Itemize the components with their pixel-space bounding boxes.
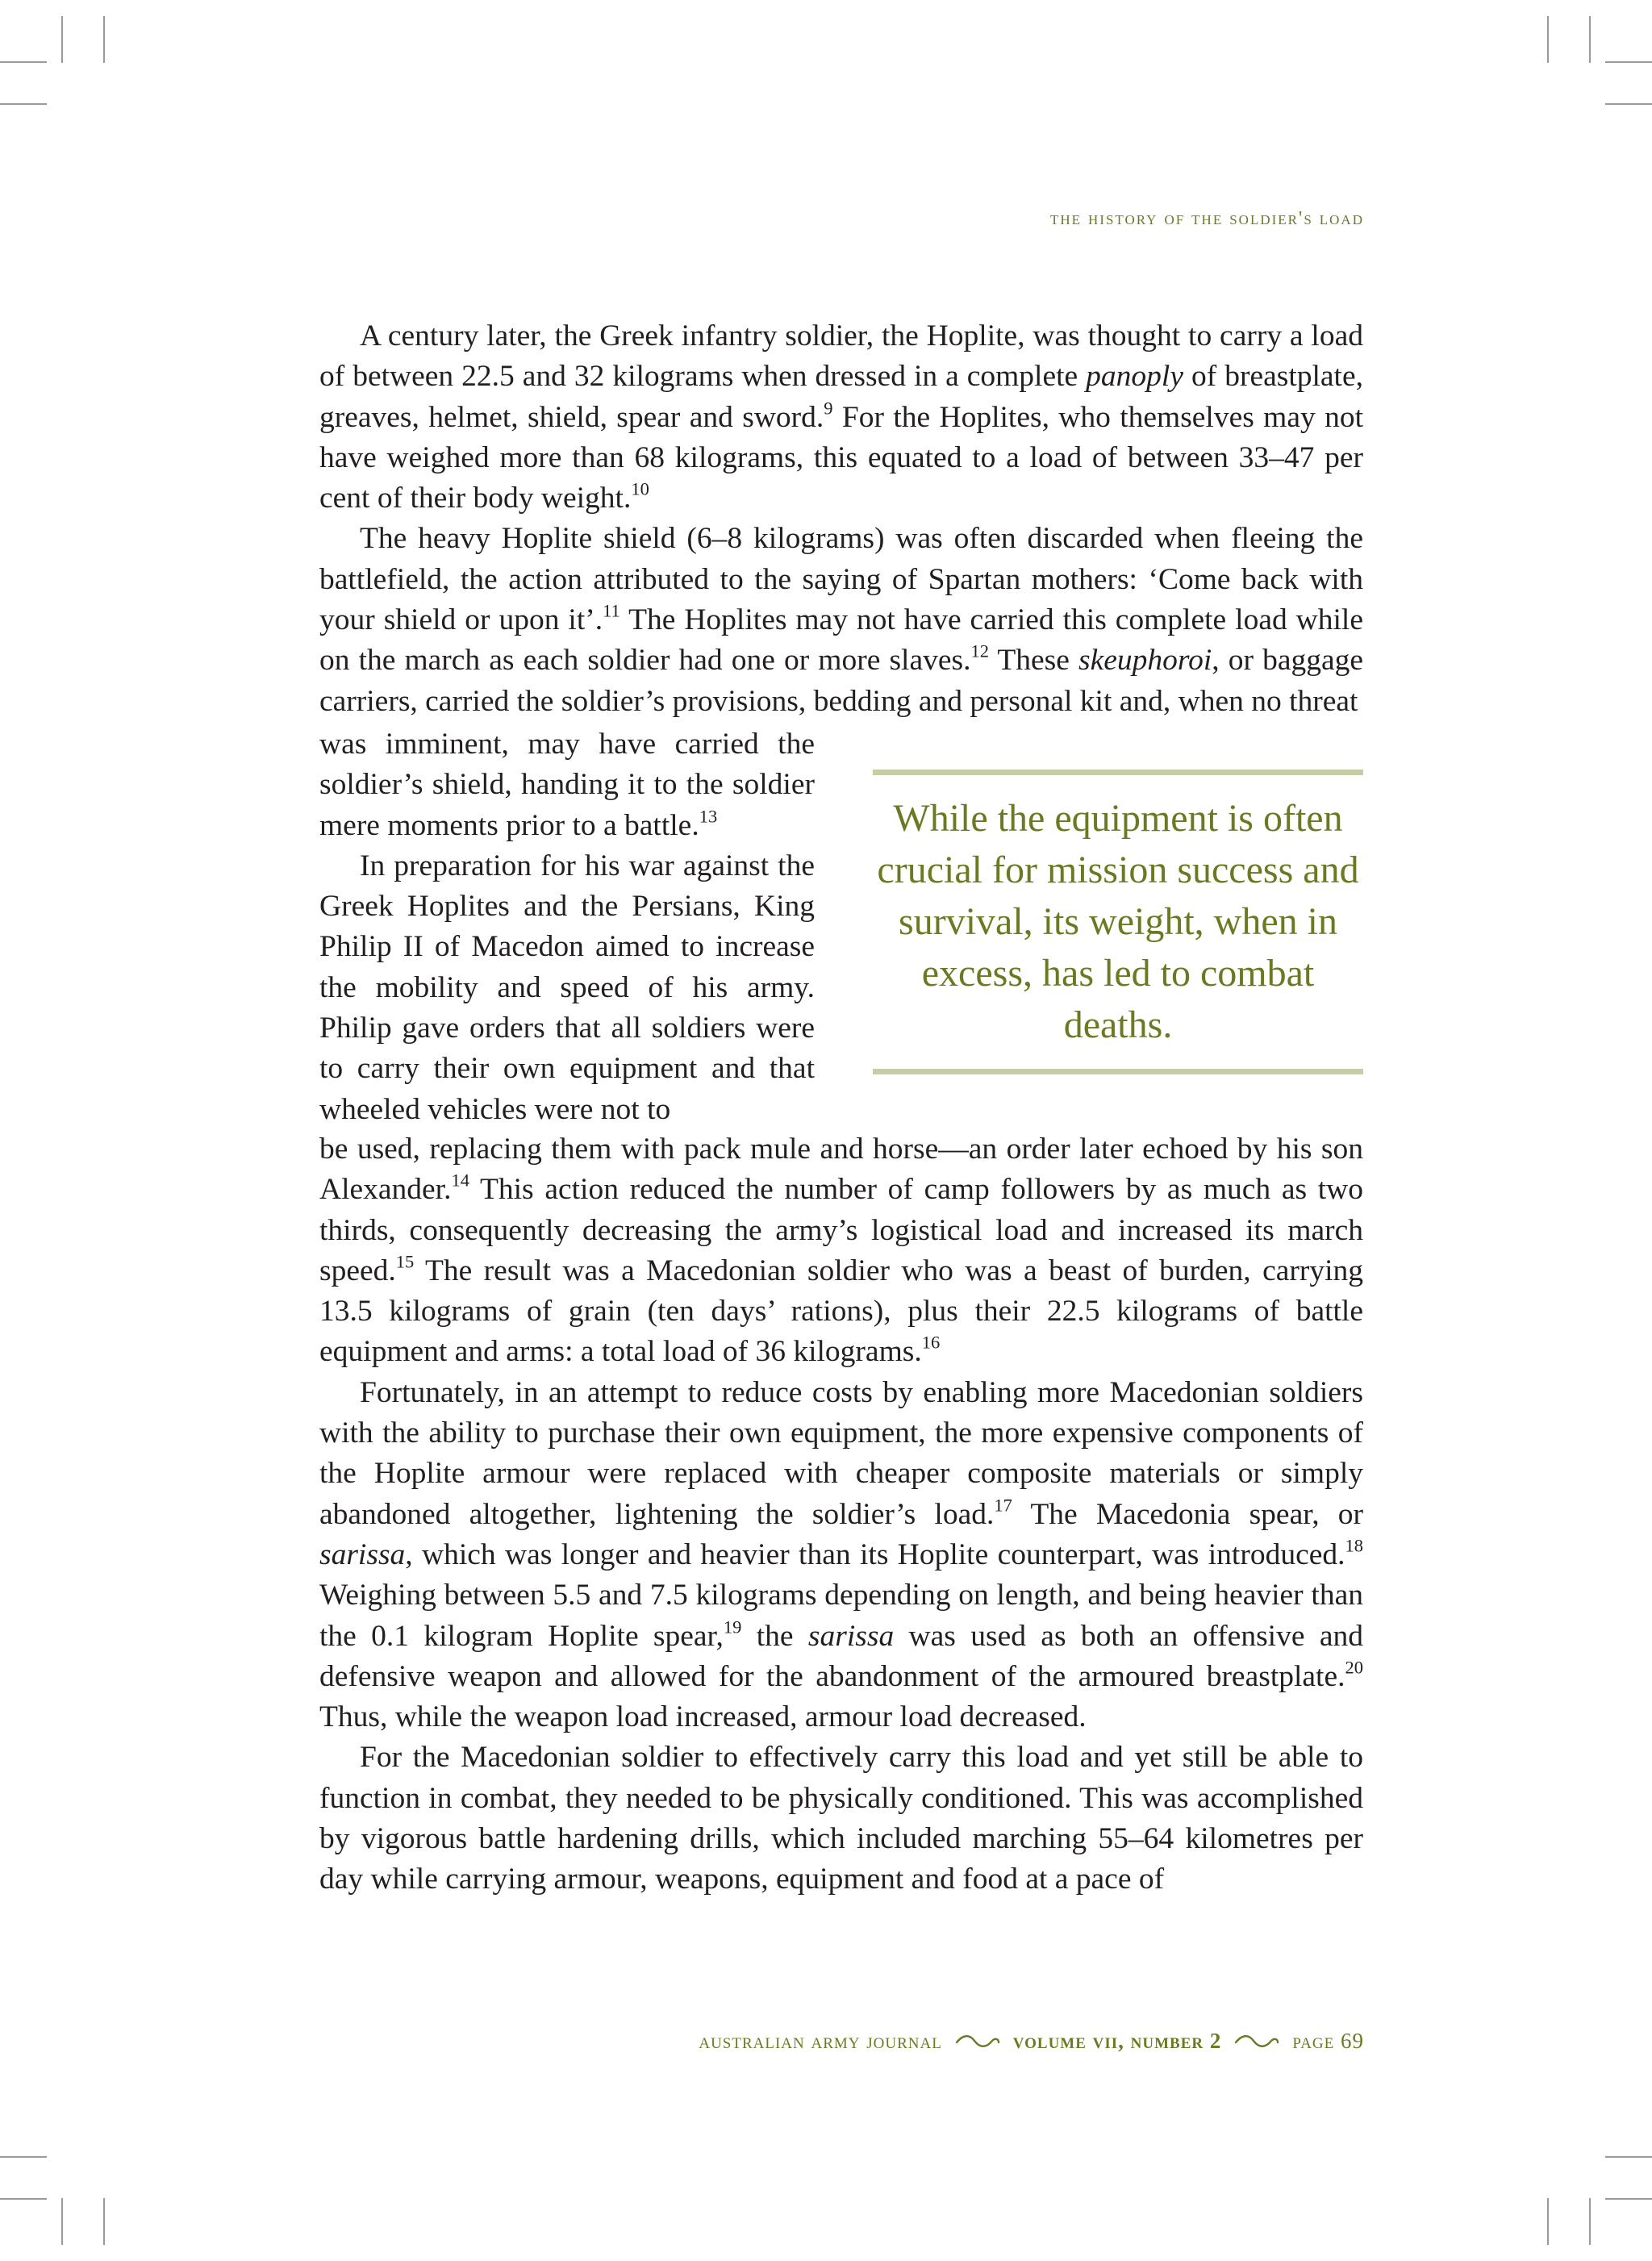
crop-mark <box>1605 61 1652 63</box>
crop-mark <box>1605 2156 1652 2158</box>
paragraph-1: A century later, the Greek infantry soldier, the Hoplite, was thought to carry a load of between 22.5 and 32 kilograms when dressed in a complete panoply of breastplate, greaves, helmet, shield, spear and sword.$^9$ For the Hoplites, who themselves may not have weighed more than 68 kilograms, this equated to a load of between 33–47 per cent of their body weight.$^{10}$ <box>319 319 1364 515</box>
crop-mark <box>1605 2198 1652 2200</box>
footnote-ref: 12 <box>970 640 989 661</box>
swirl-ornament-icon <box>1234 2033 1279 2050</box>
body-text-top <box>319 316 1363 722</box>
footnote-ref: 19 <box>723 1616 742 1637</box>
pull-quote <box>873 770 1363 1074</box>
paragraph-2: The heavy Hoplite shield (6–8 kilograms) was often discarded when fleeing the battlefield, the action attributed to the saying of Spartan mothers: ‘Come back with your shield or upon it’.$^{11}$ The Hoplites may not have carried this complete load while on the march as each soldier had one or more slaves.$^{12}$ These skeuphoroi, or baggage carriers, carried the soldier’s provisions, bedding and personal kit and, when no threat <box>319 522 1364 718</box>
volume-number: volume vii, number 2 <box>1012 2029 1222 2053</box>
journal-title: australian army journal <box>699 2029 942 2053</box>
crop-mark <box>103 2198 105 2245</box>
paragraph-3-continued: be used, replacing them with pack mule and horse—an order later echoed by his son Alexander.$^{14}$ This action reduced the number of camp followers by as much as two thirds, consequently decreasing the army’s logistical load and increased its march speed.$^{15}$ The result was a Macedonian soldier who was a beast of burden, carrying 13.5 kilograms of grain (ten days’ rations), plus their 22.5 kilograms of battle equipment and arms: a total load of 36 kilograms.$^{16}$ <box>319 1133 1363 1369</box>
body-text-bottom <box>319 1129 1363 1900</box>
crop-mark <box>0 61 47 63</box>
footnote-ref: 10 <box>631 478 649 499</box>
pull-quote-line: crucial for mission success and <box>877 849 1359 891</box>
swirl-ornament-icon <box>955 2033 1000 2050</box>
footnote-ref: 14 <box>451 1170 469 1191</box>
footnote-ref: 13 <box>699 805 718 826</box>
body-text-column <box>319 724 815 1130</box>
paragraph-3: In preparation for his war against the Greek Hoplites and the Persians, King Philip II of Macedon aimed to increase the mobility and speed of his army. Philip gave orders that all soldiers were to carry their own equipment and that wheeled vehicles were not to <box>319 849 815 1126</box>
footnote-ref: 15 <box>395 1251 415 1272</box>
crop-mark <box>0 2198 47 2200</box>
paragraph-4: Fortunately, in an attempt to reduce costs by enabling more Macedonian soldiers with the ability to purchase their own equipment, the more expensive components of the Hoplite armour were replaced with cheaper composite materials or simply abandoned altogether, lightening the soldier’s load.$^{17}$ The Macedonia spear, or sarissa, which was longer and heavier than its Hoplite counterpart, was introduced.$^{18}$ Weighing between 5.5 and 7.5 kilograms depending on length, and being heavier than the 0.1 kilogram Hoplite spear,$^{19}$ the sarissa was used as both an offensive and defensive weapon and allowed for the abandonment of the armoured breastplate.$^{20}$ Thus, while the weapon load increased, armour load decreased. <box>319 1375 1363 1734</box>
pull-quote-line: excess, has led to combat deaths. <box>921 952 1315 1046</box>
footnote-ref: 11 <box>603 600 620 621</box>
crop-mark <box>1589 16 1591 63</box>
crop-mark <box>1547 2198 1549 2245</box>
crop-mark <box>0 103 47 105</box>
page-footer <box>699 2029 1364 2054</box>
pull-quote-line: While the equipment is often <box>893 797 1343 840</box>
crop-mark <box>103 16 105 63</box>
crop-mark <box>1589 2198 1591 2245</box>
footnote-ref: 20 <box>1345 1657 1363 1678</box>
crop-mark <box>1547 16 1549 63</box>
running-head: the history of the soldier's load <box>1049 208 1364 229</box>
paragraph-2-continued: was imminent, may have carried the soldier’s shield, handing it to the soldier mere moments prior to a battle.$^{13}$ <box>319 728 815 842</box>
footnote-ref: 16 <box>921 1332 941 1353</box>
page-number: page 69 <box>1292 2029 1364 2053</box>
crop-mark <box>0 2156 47 2158</box>
pull-quote-line: survival, its weight, when in <box>899 900 1337 943</box>
footnote-ref: 17 <box>994 1494 1012 1515</box>
crop-mark <box>1605 103 1652 105</box>
footnote-ref: 9 <box>824 397 833 418</box>
crop-mark <box>61 2198 63 2245</box>
footnote-ref: 18 <box>1345 1535 1363 1556</box>
crop-mark <box>61 16 63 63</box>
paragraph-5: For the Macedonian soldier to effectively carry this load and yet still be able to function in combat, they needed to be physically conditioned. This was accomplished by vigorous battle hardening drills, which included marching 55–64 kilometres per day while carrying armour, weapons, equipment and food at a pace of <box>319 1741 1363 1896</box>
